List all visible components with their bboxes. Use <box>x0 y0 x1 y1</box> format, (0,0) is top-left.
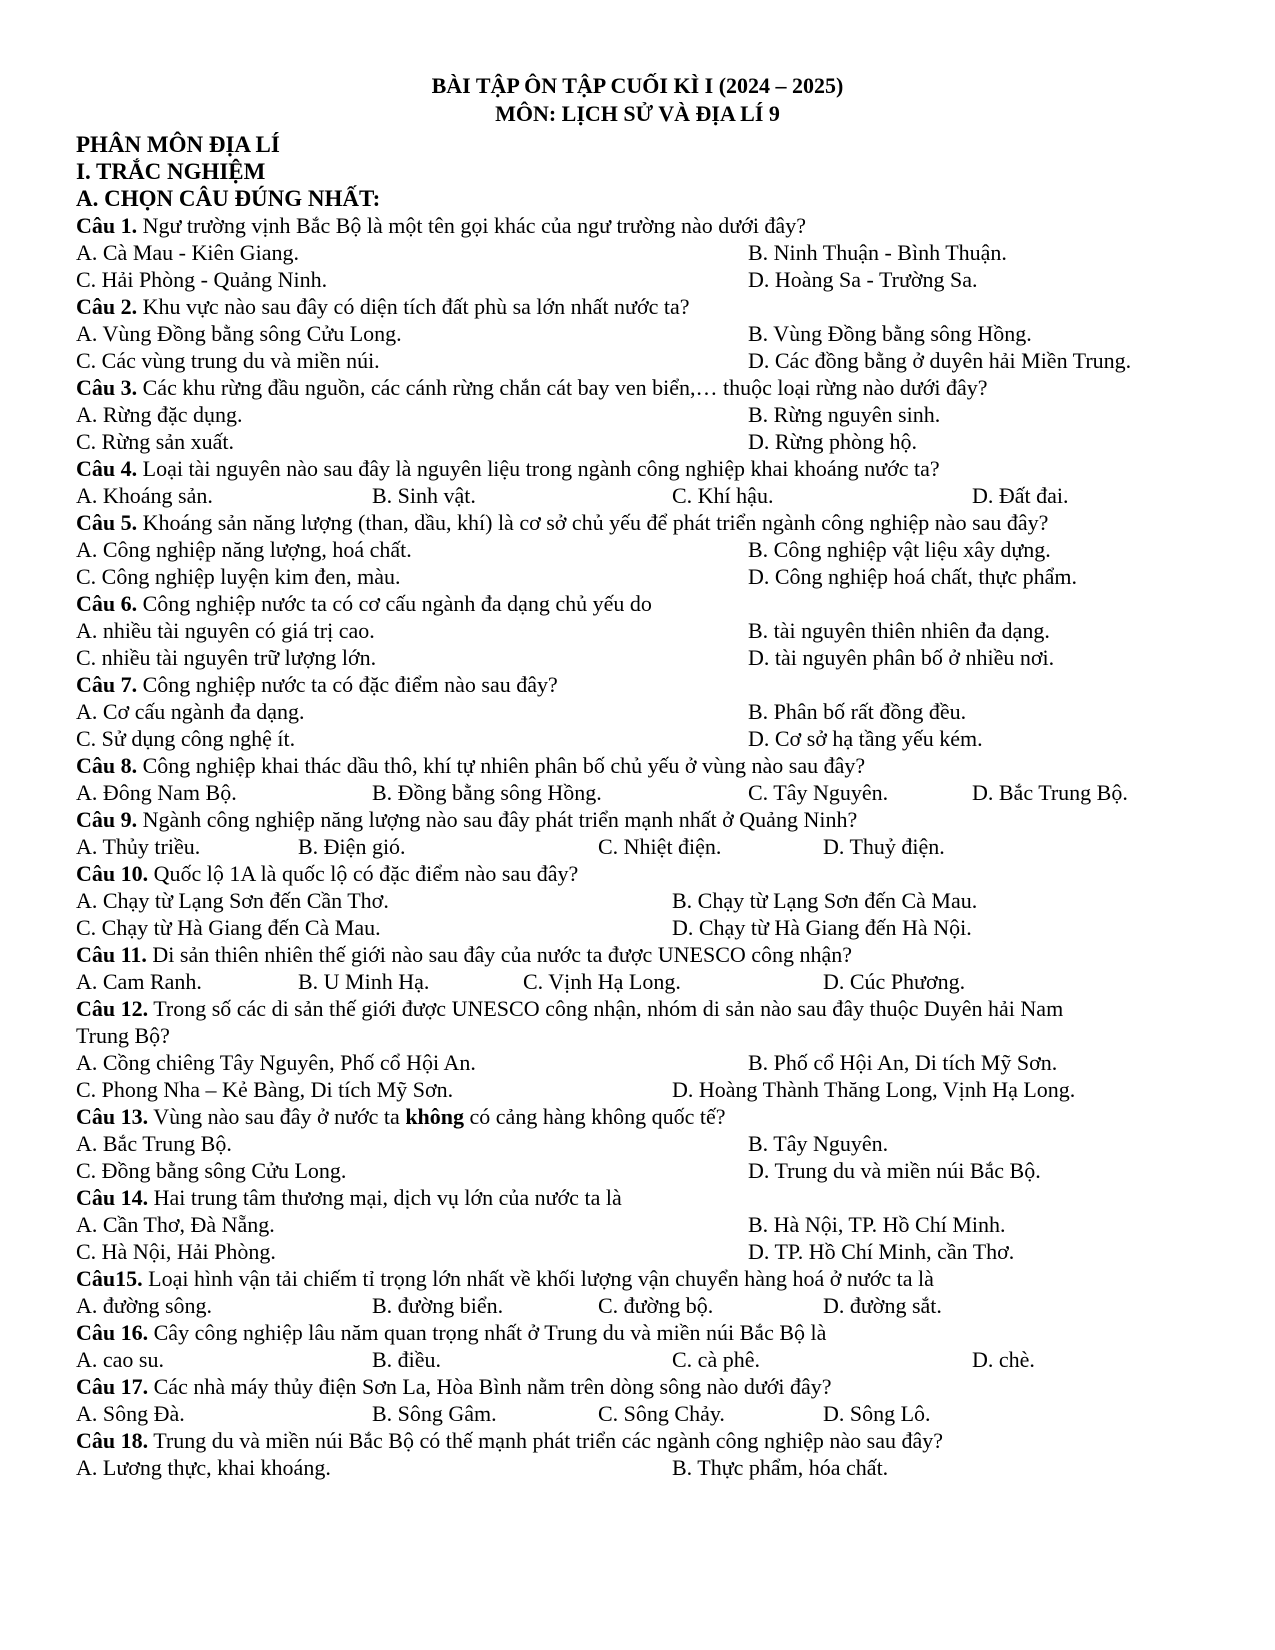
q13-option-c: C. Đồng bằng sông Cửu Long. <box>76 1158 347 1183</box>
q15-option-b: B. đường biển. <box>372 1293 504 1318</box>
q11-option-d: D. Cúc Phương. <box>823 969 966 994</box>
q14-option-c: C. Hà Nội, Hải Phòng. <box>76 1239 276 1264</box>
q11-option-c: C. Vịnh Hạ Long. <box>523 969 681 994</box>
q6-option-c: C. nhiều tài nguyên trữ lượng lớn. <box>76 645 377 670</box>
q18-option-b: B. Thực phẩm, hóa chất. <box>672 1455 889 1480</box>
q11-option-b: B. U Minh Hạ. <box>298 969 430 994</box>
q8-option-a: A. Đông Nam Bộ. <box>76 780 237 805</box>
q17-option-c: C. Sông Chảy. <box>598 1401 725 1426</box>
q12-option-a: A. Cồng chiêng Tây Nguyên, Phố cổ Hội An. <box>76 1050 476 1075</box>
q10-option-a: A. Chạy từ Lạng Sơn đến Cần Thơ. <box>76 888 389 913</box>
q16-option-d: D. chè. <box>972 1347 1035 1372</box>
q9-option-a: A. Thủy triều. <box>76 834 201 859</box>
q10-option-d: D. Chạy từ Hà Giang đến Hà Nội. <box>672 915 972 940</box>
question-7: Câu 7. Công nghiệp nước ta có đặc điểm nào sau đây? <box>76 672 558 697</box>
question-14: Câu 14. Hai trung tâm thương mại, dịch vụ lớn của nước ta là <box>76 1185 622 1210</box>
q18-option-a: A. Lương thực, khai khoáng. <box>76 1455 331 1480</box>
question-5: Câu 5. Khoáng sản năng lượng (than, dầu, khí) là cơ sở chủ yếu để phát triển ngành công nghiệp nào sau đây? <box>76 510 1049 535</box>
q1-option-c: C. Hải Phòng - Quảng Ninh. <box>76 267 328 292</box>
q17-option-b: B. Sông Gâm. <box>372 1401 497 1426</box>
q7-option-c: C. Sử dụng công nghệ ít. <box>76 726 296 751</box>
q7-option-b: B. Phân bố rất đồng đều. <box>748 699 967 724</box>
q16-option-c: C. cà phê. <box>672 1347 760 1372</box>
q16-option-a: A. cao su. <box>76 1347 164 1372</box>
q4-option-c: C. Khí hậu. <box>672 483 774 508</box>
q3-option-c: C. Rừng sản xuất. <box>76 429 234 454</box>
q13-option-a: A. Bắc Trung Bộ. <box>76 1131 232 1156</box>
q13-option-b: B. Tây Nguyên. <box>748 1131 889 1156</box>
q14-option-a: A. Cần Thơ, Đà Nẵng. <box>76 1212 275 1237</box>
q6-option-d: D. tài nguyên phân bố ở nhiều nơi. <box>748 645 1055 670</box>
question-18: Câu 18. Trung du và miền núi Bắc Bộ có thế mạnh phát triển các ngành công nghiệp nào sau đây? <box>76 1428 943 1453</box>
q5-option-c: C. Công nghiệp luyện kim đen, màu. <box>76 564 401 589</box>
q3-option-a: A. Rừng đặc dụng. <box>76 402 243 427</box>
q16-option-b: B. điều. <box>372 1347 442 1372</box>
part-heading: PHÂN MÔN ĐỊA LÍ <box>76 132 280 157</box>
question-10: Câu 10. Quốc lộ 1A là quốc lộ có đặc điểm nào sau đây? <box>76 861 579 886</box>
question-16: Câu 16. Cây công nghiệp lâu năm quan trọng nhất ở Trung du và miền núi Bắc Bộ là <box>76 1320 827 1345</box>
q5-option-a: A. Công nghiệp năng lượng, hoá chất. <box>76 537 412 562</box>
q15-option-d: D. đường sắt. <box>823 1293 942 1318</box>
q2-option-b: B. Vùng Đồng bằng sông Hồng. <box>748 321 1032 346</box>
question-17: Câu 17. Các nhà máy thủy điện Sơn La, Hòa Bình nằm trên dòng sông nào dưới đây? <box>76 1374 832 1399</box>
q12-option-b: B. Phố cổ Hội An, Di tích Mỹ Sơn. <box>748 1050 1058 1075</box>
q15-option-a: A. đường sông. <box>76 1293 213 1318</box>
question-12-continued: Trung Bộ? <box>76 1023 170 1048</box>
q12-option-d: D. Hoàng Thành Thăng Long, Vịnh Hạ Long. <box>672 1077 1076 1102</box>
q5-option-b: B. Công nghiệp vật liệu xây dựng. <box>748 537 1051 562</box>
q5-option-d: D. Công nghiệp hoá chất, thực phẩm. <box>748 564 1078 589</box>
document-subtitle: MÔN: LỊCH SỬ VÀ ĐỊA LÍ 9 <box>495 101 780 126</box>
q4-option-b: B. Sinh vật. <box>372 483 476 508</box>
q7-option-a: A. Cơ cấu ngành đa dạng. <box>76 699 305 724</box>
q8-option-c: C. Tây Nguyên. <box>748 780 889 805</box>
q6-option-a: A. nhiều tài nguyên có giá trị cao. <box>76 618 375 643</box>
q8-option-b: B. Đồng bằng sông Hồng. <box>372 780 602 805</box>
q4-option-d: D. Đất đai. <box>972 483 1069 508</box>
question-2: Câu 2. Khu vực nào sau đây có diện tích đất phù sa lớn nhất nước ta? <box>76 294 690 319</box>
q3-option-d: D. Rừng phòng hộ. <box>748 429 917 454</box>
question-13: Câu 13. Vùng nào sau đây ở nước ta không có cảng hàng không quốc tế? <box>76 1104 726 1129</box>
q4-option-a: A. Khoáng sản. <box>76 483 213 508</box>
q1-option-b: B. Ninh Thuận - Bình Thuận. <box>748 240 1007 265</box>
q1-option-a: A. Cà Mau - Kiên Giang. <box>76 240 300 265</box>
q6-option-b: B. tài nguyên thiên nhiên đa dạng. <box>748 618 1050 643</box>
q17-option-a: A. Sông Đà. <box>76 1401 185 1426</box>
subsection-heading: A. CHỌN CÂU ĐÚNG NHẤT: <box>76 186 381 211</box>
document-title: BÀI TẬP ÔN TẬP CUỐI KÌ I (2024 – 2025) <box>431 73 844 98</box>
question-3: Câu 3. Các khu rừng đầu nguồn, các cánh rừng chắn cát bay ven biển,… thuộc loại rừng nào dưới đây? <box>76 375 988 400</box>
q2-option-c: C. Các vùng trung du và miền núi. <box>76 348 380 373</box>
question-1: Câu 1. Ngư trường vịnh Bắc Bộ là một tên gọi khác của ngư trường nào dưới đây? <box>76 213 806 238</box>
q12-option-c: C. Phong Nha – Kẻ Bàng, Di tích Mỹ Sơn. <box>76 1077 454 1102</box>
q9-option-c: C. Nhiệt điện. <box>598 834 722 859</box>
q7-option-d: D. Cơ sở hạ tầng yếu kém. <box>748 726 983 751</box>
q17-option-d: D. Sông Lô. <box>823 1401 931 1426</box>
q15-option-c: C. đường bộ. <box>598 1293 714 1318</box>
q3-option-b: B. Rừng nguyên sinh. <box>748 402 941 427</box>
q10-option-b: B. Chạy từ Lạng Sơn đến Cà Mau. <box>672 888 978 913</box>
section-heading: I. TRẮC NGHIỆM <box>76 159 266 184</box>
q9-option-d: D. Thuỷ điện. <box>823 834 945 859</box>
q10-option-c: C. Chạy từ Hà Giang đến Cà Mau. <box>76 915 381 940</box>
q11-option-a: A. Cam Ranh. <box>76 969 202 994</box>
q9-option-b: B. Điện gió. <box>298 834 406 859</box>
q14-option-b: B. Hà Nội, TP. Hồ Chí Minh. <box>748 1212 1006 1237</box>
question-9: Câu 9. Ngành công nghiệp năng lượng nào sau đây phát triển mạnh nhất ở Quảng Ninh? <box>76 807 858 832</box>
question-4: Câu 4. Loại tài nguyên nào sau đây là nguyên liệu trong ngành công nghiệp khai khoáng nước ta? <box>76 456 940 481</box>
q8-option-d: D. Bắc Trung Bộ. <box>972 780 1128 805</box>
question-11: Câu 11. Di sản thiên nhiên thế giới nào sau đây của nước ta được UNESCO công nhận? <box>76 942 853 967</box>
q1-option-d: D. Hoàng Sa - Trường Sa. <box>748 267 978 292</box>
q2-option-a: A. Vùng Đồng bằng sông Cửu Long. <box>76 321 402 346</box>
question-12: Câu 12. Trong số các di sản thế giới được UNESCO công nhận, nhóm di sản nào sau đây thuộc Duyên hải Nam <box>76 996 1064 1021</box>
question-8: Câu 8. Công nghiệp khai thác dầu thô, khí tự nhiên phân bố chủ yếu ở vùng nào sau đây? <box>76 753 866 778</box>
q13-option-d: D. Trung du và miền núi Bắc Bộ. <box>748 1158 1041 1183</box>
question-15: Câu15. Loại hình vận tải chiếm tỉ trọng lớn nhất về khối lượng vận chuyển hàng hoá ở nước ta là <box>76 1266 934 1291</box>
q14-option-d: D. TP. Hồ Chí Minh, cần Thơ. <box>748 1239 1015 1264</box>
question-6: Câu 6. Công nghiệp nước ta có cơ cấu ngành đa dạng chủ yếu do <box>76 591 652 616</box>
q2-option-d: D. Các đồng bằng ở duyên hải Miền Trung. <box>748 348 1132 373</box>
